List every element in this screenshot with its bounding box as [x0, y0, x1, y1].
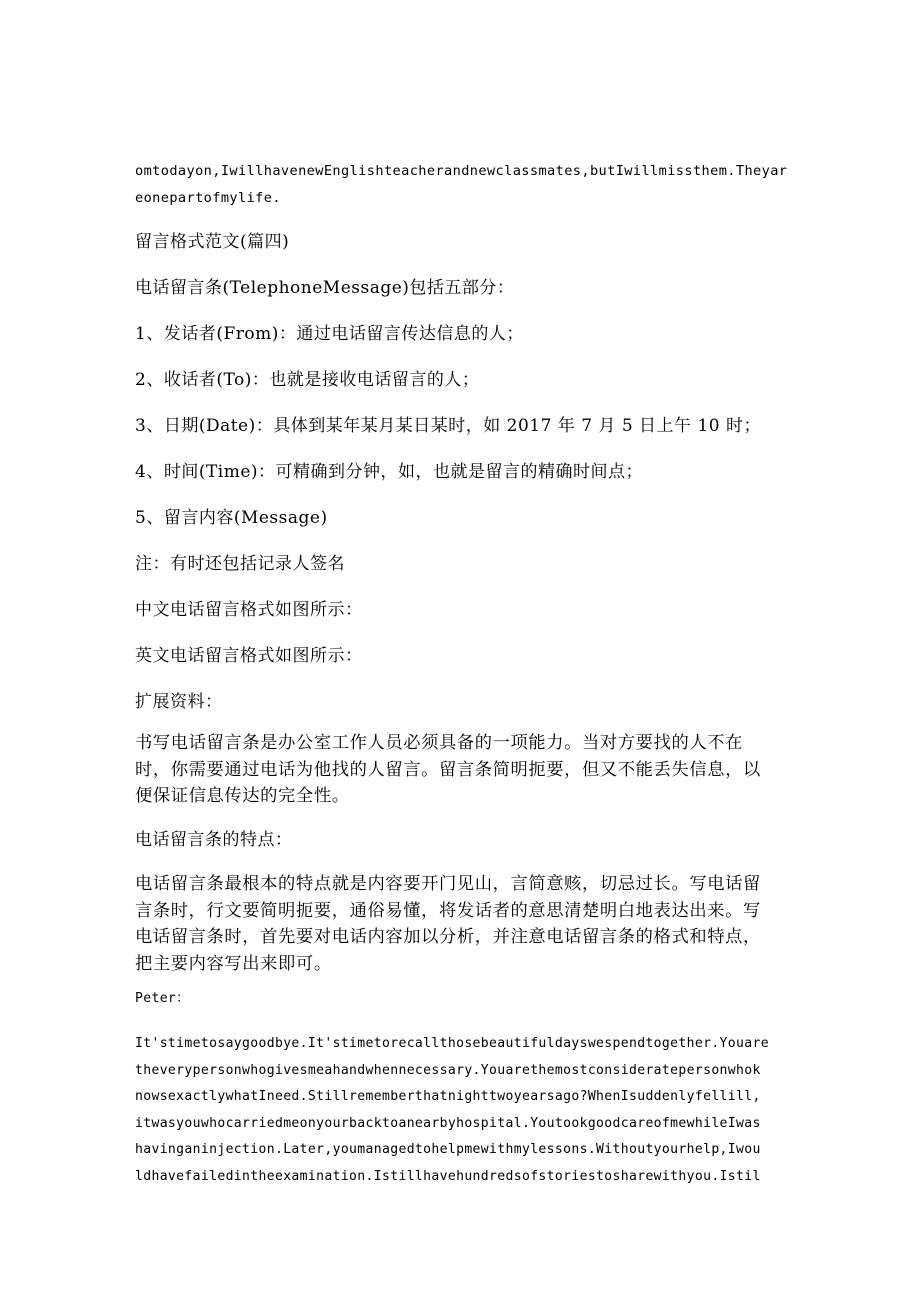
letter-line: nowsexactlywhatIneed.Stillrememberthatnighttwoyearsago?WhenIsuddenlyfellill,	[135, 1089, 761, 1105]
section-title: 留言格式范文(篇四)	[135, 232, 290, 252]
note-text: 注：有时还包括记录人签名	[135, 554, 345, 574]
features-line: 言条时，行文要简明扼要，通俗易懂，将发话者的意思清楚明白地表达出来。写	[135, 900, 761, 921]
letter-salutation: Peter：	[135, 991, 190, 1006]
features-title: 电话留言条的特点：	[135, 830, 293, 850]
letter-body	[135, 1031, 769, 1191]
extra-title: 扩展资料：	[135, 692, 223, 712]
letter-line: theverypersonwhogivesmeahandwhennecessary.Youarethemostconsideratepersonwhok	[135, 1062, 761, 1078]
letter-line: It'stimetosaygoodbye.It'stimetorecallthosebeautifuldayswespendtogether.Youare	[135, 1036, 769, 1051]
features-line: 电话留言条最根本的特点就是内容要开门见山，言简意赅，切忌过长。写电话留	[135, 874, 761, 894]
extra-line: 便保证信息传达的完全性。	[135, 786, 350, 806]
extra-paragraph	[135, 730, 761, 810]
intro-line: omtodayon,IwillhavenewEnglishteacherandnewclassmates,butIwillmissthem.Theyar	[135, 163, 788, 179]
list-item-time: 4、时间(Time)：可精确到分钟，如，也就是留言的精确时间点；	[135, 462, 644, 482]
features-line: 把主要内容写出来即可。	[135, 953, 332, 974]
list-item-message: 5、留言内容(Message)	[135, 508, 328, 528]
letter-line: havinganinjection.Later,youmanagedtohelpmewithmylessons.Withoutyourhelp,Iwou	[135, 1142, 761, 1158]
features-paragraph	[135, 871, 761, 977]
intro-paragraph	[135, 158, 787, 212]
en-format-text: 英文电话留言格式如图所示：	[135, 646, 363, 666]
extra-line: 时，你需要通过电话为他找的人留言。留言条简明扼要，但又不能丢失信息，以	[135, 759, 761, 780]
list-item-to: 2、收话者(To)：也就是接收电话留言的人；	[135, 370, 480, 390]
intro-line: eonepartofmylife.	[135, 190, 281, 206]
extra-line: 书写电话留言条是办公室工作人员必须具备的一项能力。当对方要找的人不在	[135, 733, 743, 753]
list-item-from: 1、发话者(From)：通过电话留言传达信息的人；	[135, 324, 524, 344]
list-item-date: 3、日期(Date)：具体到某年某月某日某时，如 2017 年 7 月 5 日上午 10 时；	[135, 416, 761, 436]
cn-format-text: 中文电话留言格式如图所示：	[135, 600, 363, 620]
lead-text: 电话留言条(TelephoneMessage)包括五部分：	[135, 278, 515, 298]
letter-line: itwasyouwhocarriedmeonyourbacktoanearbyhospital.YoutookgoodcareofmewhileIwas	[135, 1115, 761, 1131]
letter-line: ldhavefailedintheexamination.Istillhavehundredsofstoriestosharewithyou.Istil	[135, 1168, 761, 1184]
features-line: 电话留言条时，首先要对电话内容加以分析，并注意电话留言条的格式和特点，	[135, 927, 761, 947]
